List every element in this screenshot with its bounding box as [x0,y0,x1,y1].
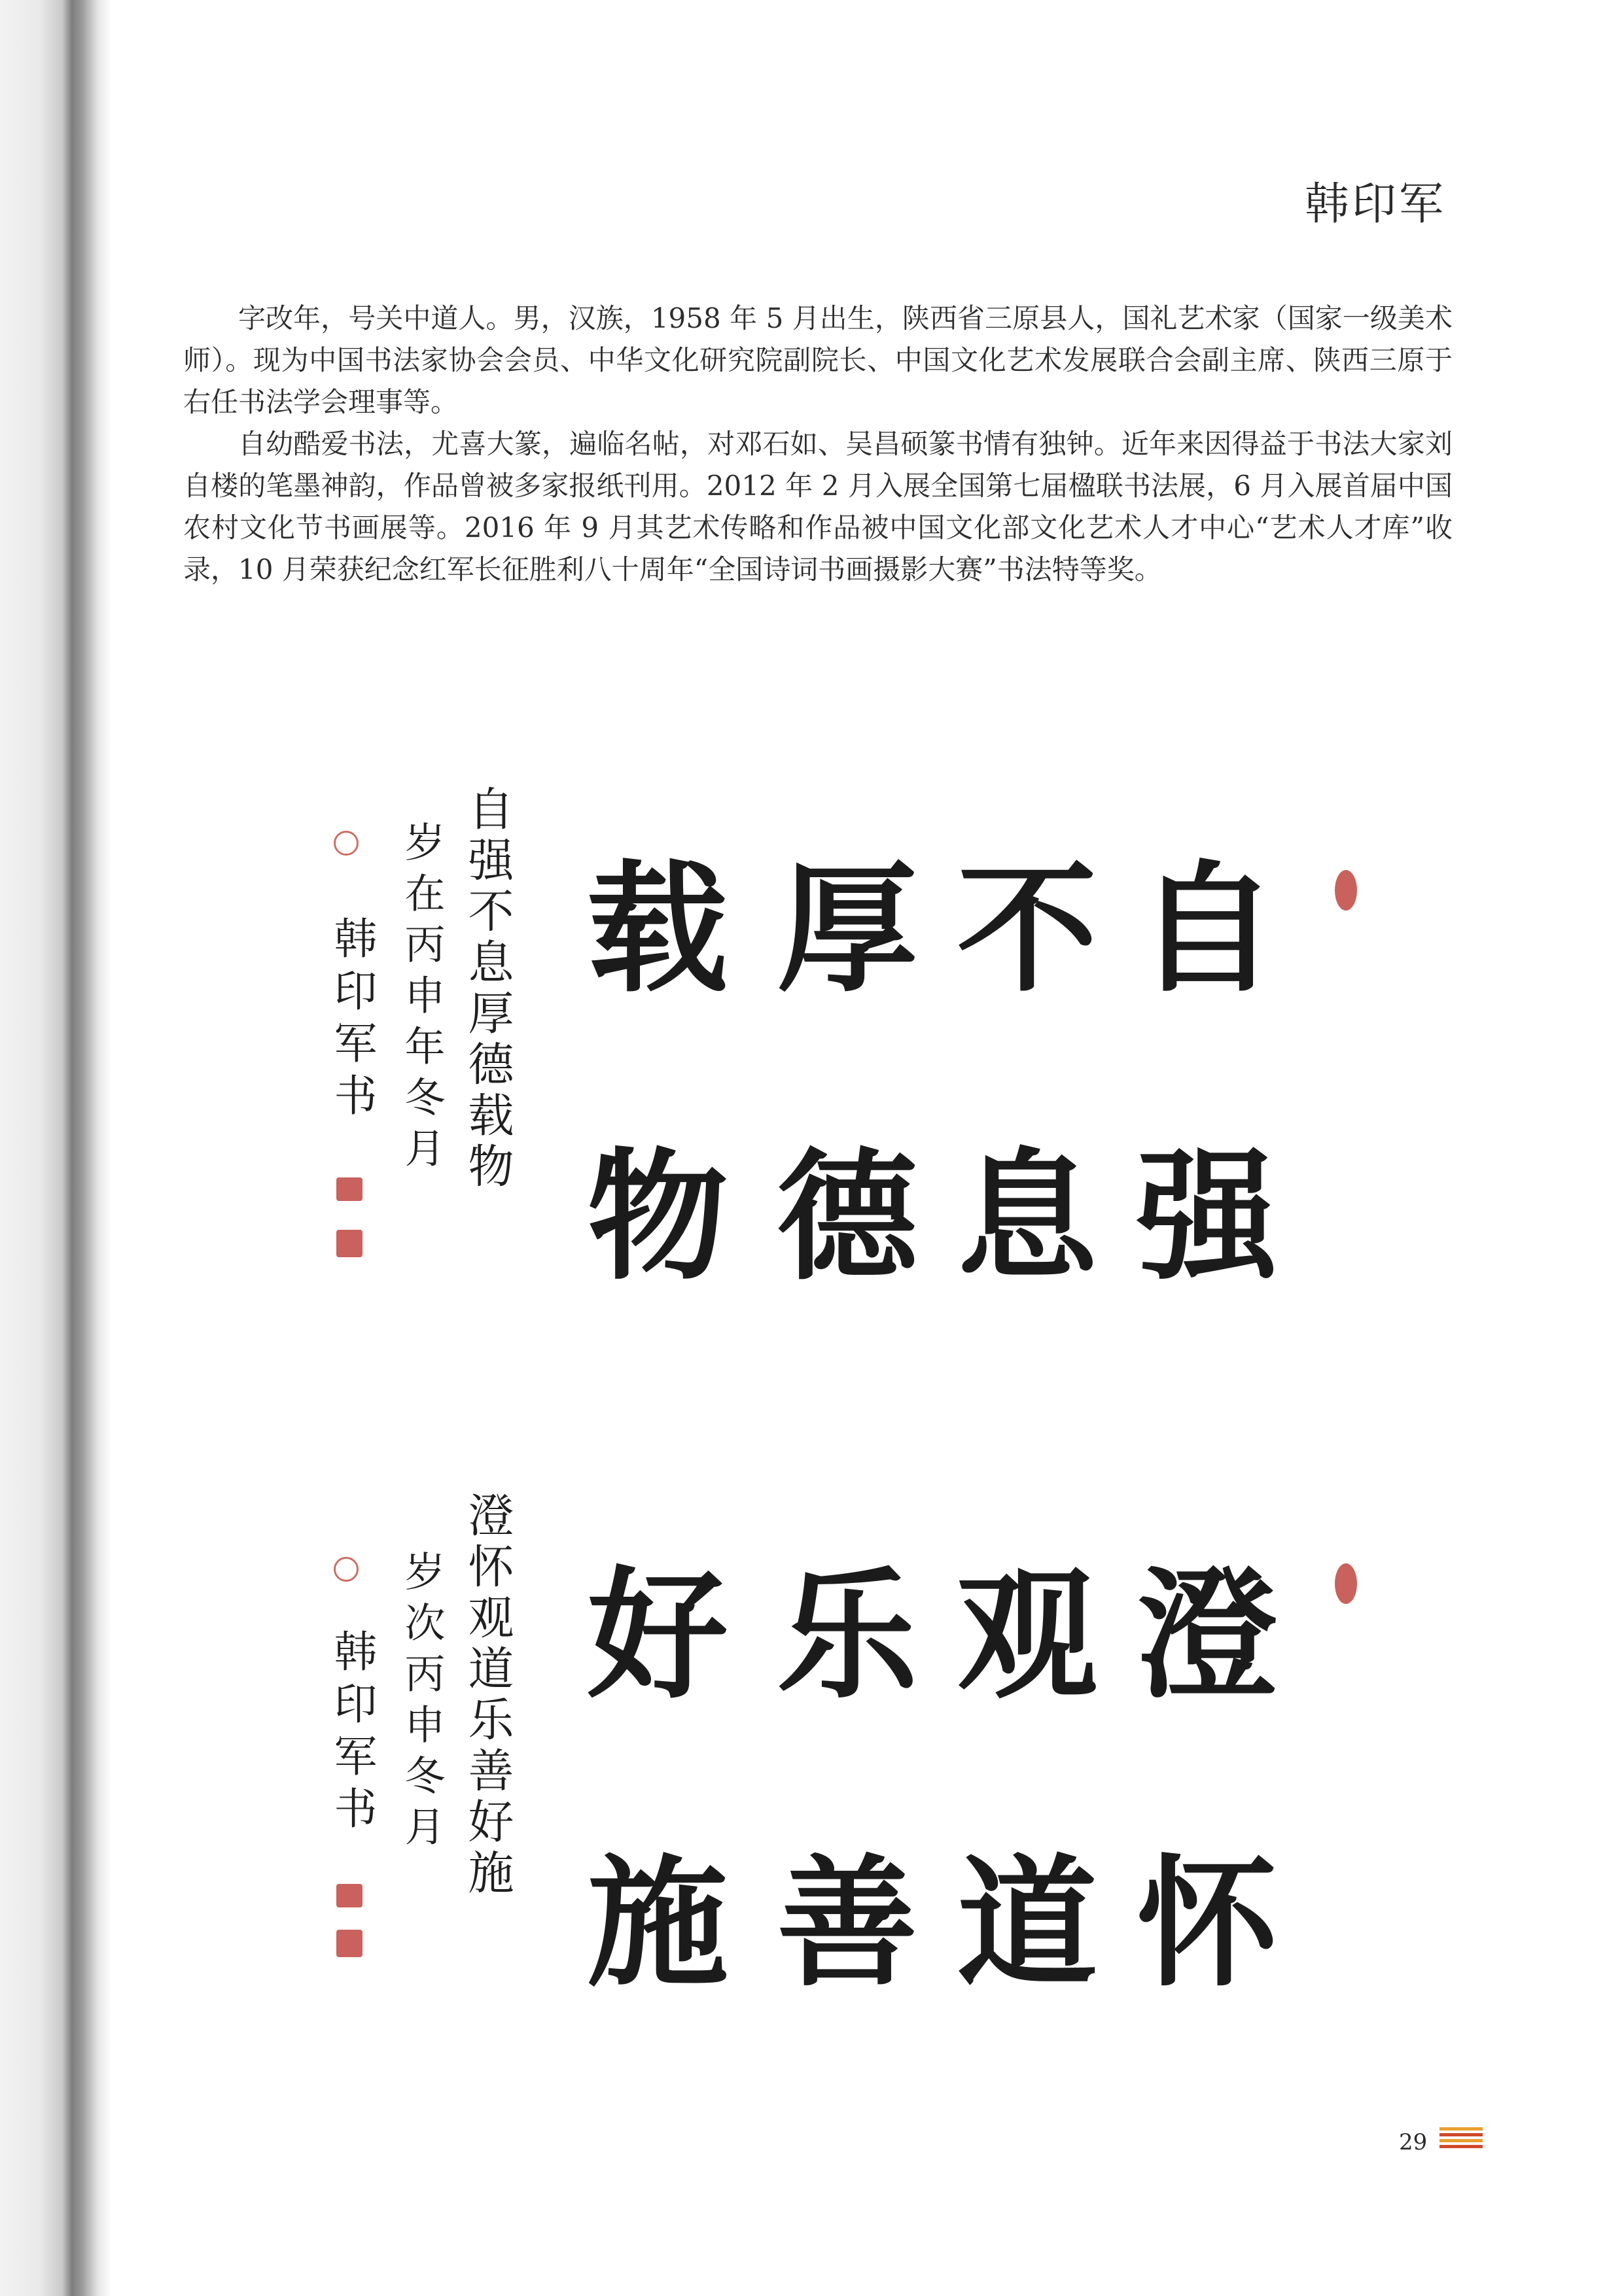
book-spine-shadow [0,0,111,2296]
leading-seal-icon [334,1557,359,1582]
seal-script-column-1 [1125,1491,1289,2067]
decoration-stripe [1439,2139,1483,2142]
inscription-date: 岁在丙申年冬月 [398,821,446,1178]
bio-paragraph-1: 字改年，号关中道人。男，汉族，1958 年 5 月出生，陕西省三原县人，国礼艺术家（国家一级美术师）。现为中国书法家协会会员、中华文化研究院副院长、中国文化艺术发展联合会副主席、陕西三原于右任书法学会理事等。 [183,302,1453,418]
calligraphy-artwork-2 [314,1491,1413,2006]
seal-script-char: 好 [587,1552,728,1718]
inscription-date: 岁次丙申冬月 [398,1550,446,1856]
leisure-seal-icon [1335,1563,1357,1604]
seal-script-char: 息 [957,1134,1098,1299]
seal-script-char: 怀 [1137,1840,1278,2006]
decoration-stripe [1439,2145,1483,2148]
page-number-decoration [1439,2127,1483,2151]
seal-script-char: 施 [587,1840,728,2006]
seal-script-column-1 [1125,785,1289,1361]
decoration-stripe [1439,2127,1483,2131]
seal-script-char: 强 [1137,1134,1278,1299]
name-seal-icon [336,1230,362,1257]
seal-script-char: 观 [957,1552,1098,1718]
name-seal-icon [336,1930,362,1957]
seal-script-column-3 [766,1491,929,2067]
name-seal-icon [336,1884,362,1907]
calligraphy-artwork-1 [314,785,1413,1361]
page-title: 韩印军 [1304,179,1446,230]
name-seal-icon [336,1177,362,1201]
artist-signature: 韩印军书 [327,1629,377,1838]
seal-script-char: 善 [777,1840,918,2006]
decoration-stripe [1439,2133,1483,2136]
artist-signature: 韩印军书 [327,916,377,1125]
seal-script-char: 乐 [777,1552,918,1718]
seal-script-column-3 [766,785,929,1361]
seal-script-char: 道 [957,1840,1098,2006]
seal-script-char: 自 [1137,846,1278,1011]
leisure-seal-icon [1335,870,1357,911]
seal-script-column-4 [576,1491,739,2067]
seal-script-char: 德 [777,1134,918,1299]
bio-paragraph-2: 自幼酷爱书法，尤喜大篆，遍临名帖，对邓石如、吴昌硕篆书情有独钟。近年来因得益于书法大家刘自楼的笔墨神韵，作品曾被多家报纸刊用。2012 年 2 月入展全国第七届楹联书法展，6 月入展首届中国农村文化节书画展等。2016 年 9 月其艺术传略和作品被中国文化部文化艺术人才中心“艺术人才库”收录，10 月荣获纪念红军长征胜利八十周年“全国诗词书画摄影大赛”书法特等奖。 [183,428,1453,585]
inscription-text: 澄怀观道乐善好施 [461,1491,514,1900]
artist-biography [183,298,1453,591]
seal-script-char: 不 [957,846,1098,1011]
seal-script-column-4 [576,785,739,1361]
seal-script-char: 载 [587,846,728,1011]
inscription-text: 自强不息厚德载物 [461,785,514,1193]
seal-script-column-2 [945,785,1109,1361]
seal-script-char: 澄 [1137,1552,1278,1718]
page-number: 29 [1399,2129,1428,2155]
seal-script-char: 物 [587,1134,728,1299]
seal-script-column-2 [945,1491,1109,2067]
seal-script-char: 厚 [777,846,918,1011]
leading-seal-icon [334,831,359,856]
